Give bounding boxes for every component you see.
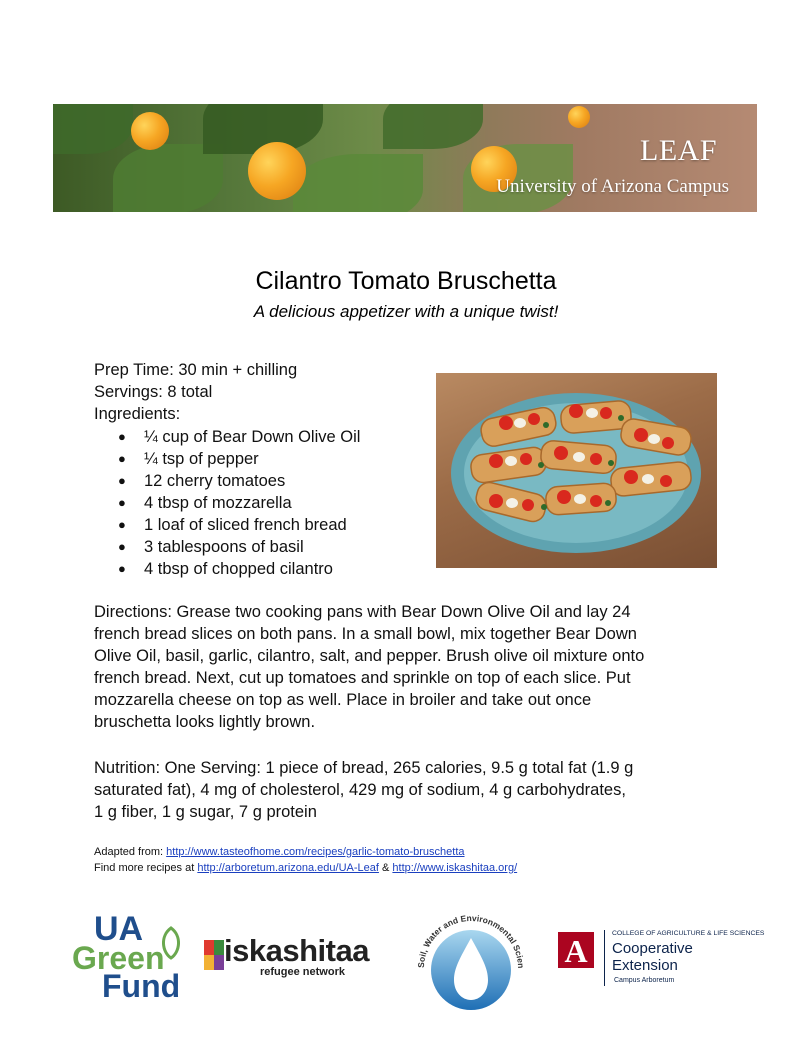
leaf-shape [293,154,423,212]
ingredients-list [118,426,360,580]
college-name: COLLEGE OF AGRICULTURE & LIFE SCIENCES [612,930,765,937]
green-fund-line1: UA [94,910,144,948]
nutrition-line: Nutrition: One Serving: 1 piece of bread, 265 calories, 9.5 g total fat (1.9 g [94,759,634,777]
directions-line: mozzarella cheese on top as well. Place in broiler and take out once [94,691,592,709]
orange-fruit [248,142,306,200]
directions [94,601,734,733]
arizona-a-letter: A [564,933,588,969]
cooperative-label: Cooperative [612,940,693,957]
nutrition [94,757,734,823]
adapted-from [94,846,465,858]
cooperative-extension-logo [558,930,770,990]
ua-green-fund-logo [70,912,185,1004]
banner-subtitle: University of Arizona Campus [496,176,729,197]
directions-line: french bread slices on both pans. In a small bowl, mix together Bear Down [94,625,637,643]
bruschetta-illustration [436,373,717,568]
arboretum-link[interactable]: http://arboretum.arizona.edu/UA-Leaf [197,862,379,874]
ingredient-item: ● 4 tbsp of mozzarella [118,492,360,514]
ingredients-heading: Ingredients: [94,405,181,423]
ingredient-item: ● 3 tablespoons of basil [118,536,360,558]
iskashitaa-link[interactable]: http://www.iskashitaa.org/ [392,862,518,874]
nutrition-line: saturated fat), 4 mg of cholesterol, 429 mg of sodium, 4 g carbohydrates, [94,781,626,799]
leaf-banner [53,104,757,212]
recipe-subtitle: A delicious appetizer with a unique twist! [253,302,559,321]
ingredient-item: ● 12 cherry tomatoes [118,470,360,492]
green-fund-line2: Green [72,940,165,976]
ingredient-item: ● ¼ tsp of pepper [118,448,360,470]
iskashitaa-logo [204,934,382,980]
ampersand: & [382,862,390,874]
recipe-title: Cilantro Tomato Bruschetta [255,267,557,295]
directions-line: Olive Oil, basil, garlic, cilantro, salt, and pepper. Brush olive oil mixture onto [94,647,645,665]
leaf-icon [160,926,182,960]
leaf-shape [383,104,483,149]
leaf-shape [53,104,133,154]
adapted-link[interactable]: http://www.tasteofhome.com/recipes/garlic-tomato-bruschetta [166,846,465,858]
ingredient-item: ● 1 loaf of sliced french bread [118,514,360,536]
bruschetta-photo [436,373,717,568]
nutrition-line: 1 g fiber, 1 g sugar, 7 g protein [94,803,317,821]
orange-fruit [131,112,169,150]
servings: Servings: 8 total [94,383,213,401]
ingredient-item: ● 4 tbsp of chopped cilantro [118,558,360,580]
directions-line: Directions: Grease two cooking pans with Bear Down Olive Oil and lay 24 [94,603,631,621]
swes-logo [410,898,532,1014]
iskashitaa-name: iskashitaa [224,933,369,968]
directions-line: bruschetta looks lightly brown. [94,713,316,731]
prep-time: Prep Time: 30 min + chilling [94,361,298,379]
logo-divider [604,930,605,986]
find-more [94,862,517,874]
iskashitaa-tagline: refugee network [260,966,345,978]
green-fund-line3: Fund [102,968,181,1004]
campus-arboretum-label: Campus Arboretum [614,977,675,984]
adapted-label: Adapted from: [94,846,164,858]
leaf-shape [113,144,223,212]
orange-fruit [568,106,590,128]
banner-title: LEAF [640,134,717,167]
swes-arc-text: Soil, Water and Environmental Scien [415,912,527,969]
water-drop-icon [410,898,532,1014]
arizona-a-icon [558,932,594,968]
find-more-label: Find more recipes at [94,862,195,874]
extension-label: Extension [612,957,678,974]
iskashitaa-mark-icon [204,940,224,970]
directions-line: french bread. Next, cut up tomatoes and sprinkle on top of each slice. Put [94,669,631,687]
ingredient-item: ● ¼ cup of Bear Down Olive Oil [118,426,360,448]
